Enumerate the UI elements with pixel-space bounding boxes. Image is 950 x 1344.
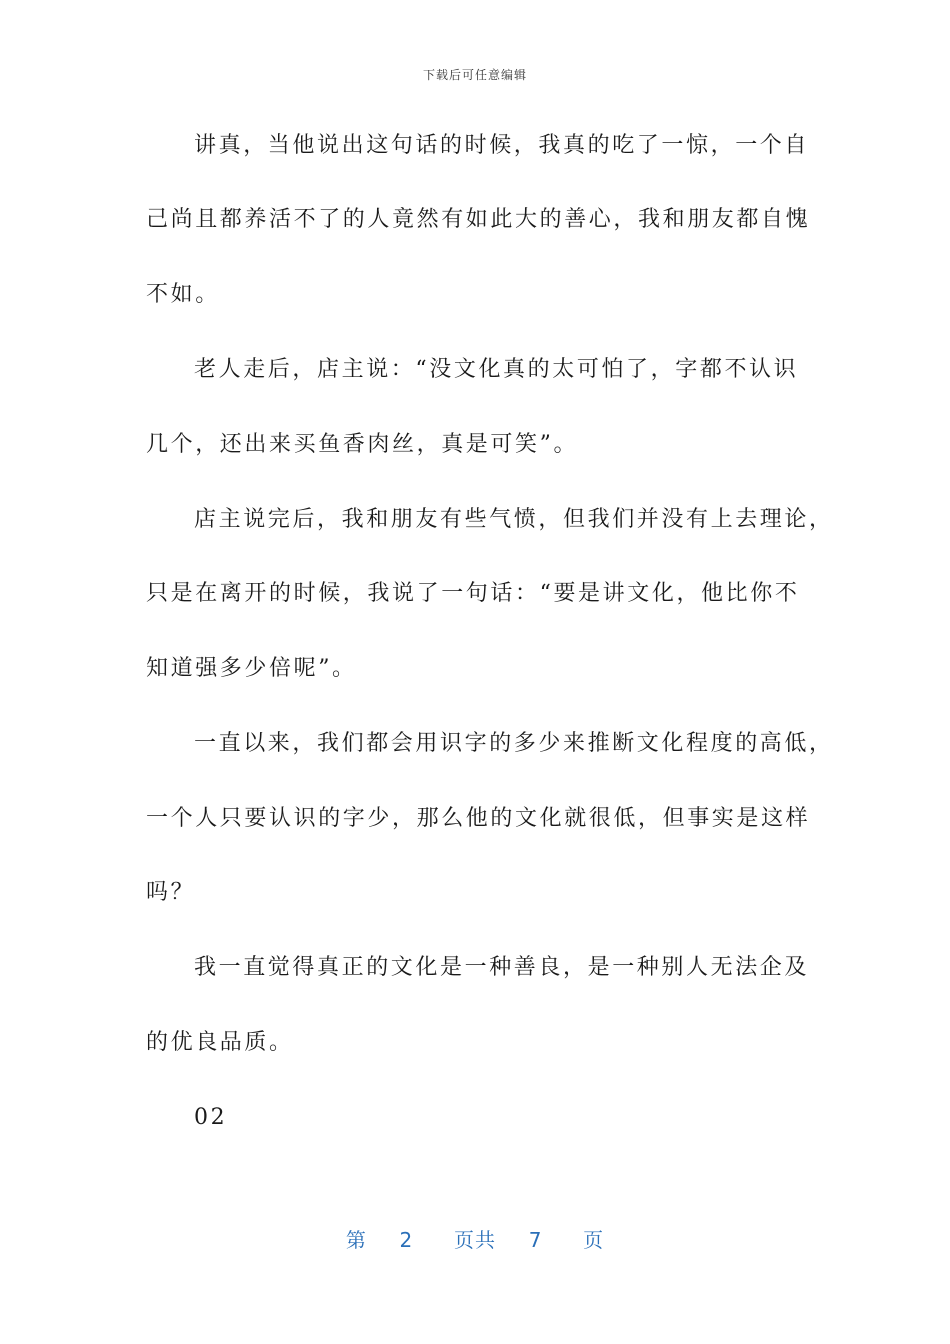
paragraph-line: 知道强多少倍呢”。	[146, 656, 357, 681]
paragraph-line: 只是在离开的时候，我说了一句话：“要是讲文化，他比你不	[146, 581, 800, 606]
paragraph-line: 老人走后，店主说：“没文化真的太可怕了，字都不认识	[194, 357, 799, 382]
footer-total-pages: 7	[528, 1228, 543, 1252]
footer-suffix: 页	[583, 1228, 605, 1252]
paragraph-line: 讲真，当他说出这句话的时候，我真的吃了一惊，一个自	[194, 133, 810, 158]
paragraph-line: 一个人只要认识的字少，那么他的文化就很低，但事实是这样	[146, 806, 811, 831]
footer-prefix: 第	[345, 1228, 367, 1252]
paragraph-line: 几个，还出来买鱼香肉丝，真是可笑”。	[146, 432, 579, 457]
paragraph-line: 一直以来，我们都会用识字的多少来推断文化程度的高低，	[194, 731, 834, 756]
paragraph-line: 的优良品质。	[146, 1030, 294, 1055]
section-number: 02	[194, 1105, 228, 1130]
paragraph-line: 我一直觉得真正的文化是一种善良，是一种别人无法企及	[194, 955, 810, 980]
footer-mid: 页共	[454, 1228, 496, 1252]
paragraph-line: 不如。	[146, 282, 220, 307]
header-note: 下载后可任意编辑	[422, 68, 527, 82]
page-footer	[0, 1224, 950, 1253]
paragraph-line: 吗？	[146, 880, 196, 905]
footer-page-number: 2	[399, 1228, 414, 1252]
paragraph-line: 己尚且都养活不了的人竟然有如此大的善心，我和朋友都自愧	[146, 207, 811, 232]
paragraph-line: 店主说完后，我和朋友有些气愤，但我们并没有上去理论，	[194, 507, 834, 532]
